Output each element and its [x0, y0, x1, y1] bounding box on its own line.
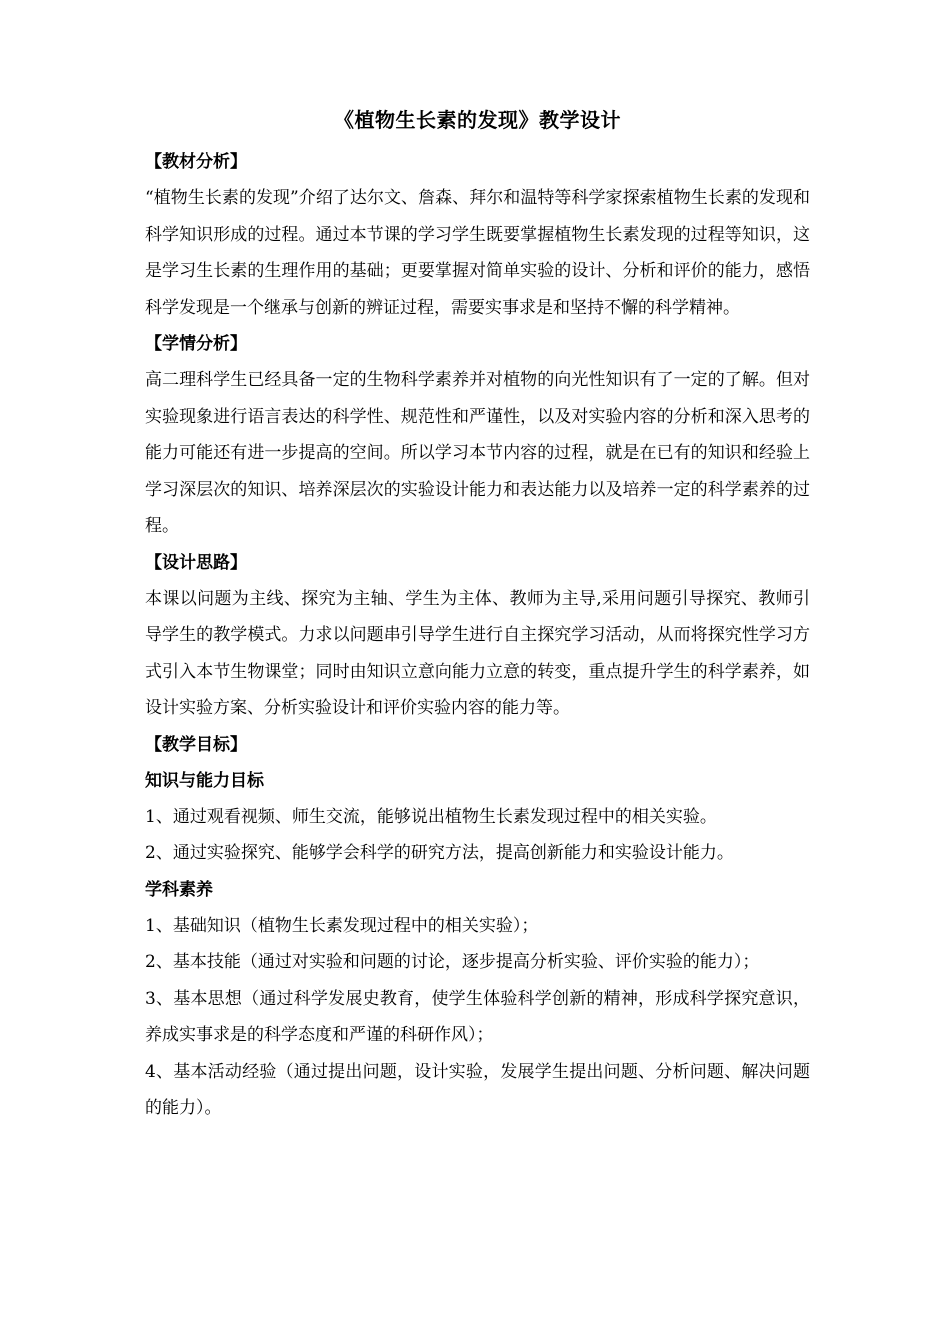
section-heading-goals: 【教学目标】 [145, 734, 247, 755]
section-heading-design: 【设计思路】 [145, 552, 247, 573]
subheading-knowledge: 知识与能力目标 [145, 770, 264, 791]
section-heading-students: 【学情分析】 [145, 334, 247, 354]
section-heading-materials: 【教材分析】 [145, 152, 247, 172]
list-item: 2、通过实验探究、能够学会科学的研究方法，提高创新能力和实验设计能力。 [145, 843, 734, 863]
document-title: 《植物生长素的发现》教学设计 [334, 108, 621, 132]
subheading-literacy: 学科素养 [145, 879, 213, 900]
list-item: 1、基础知识（植物生长素发现过程中的相关实验）； [145, 915, 539, 936]
paragraph-design: 本课以问题为主线、探究为主轴、学生为主体、教师为主导,采用问题引导探究、教师引导学生的教学模式。力求以问题串引导学生进行自主探究学习活动，从而将探究性学习方式引入本节生物课堂；同时由知识立意向能力立意的转变，重点提升学生的科学素养，如设计实验方案、分析实验设计和评价实验内容的能力等。 [145, 588, 810, 718]
list-item: 4、基本活动经验（通过提出问题，设计实验，发展学生提出问题、分析问题、解决问题的能力）。 [145, 1061, 810, 1118]
list-item: 2、基本技能（通过对实验和问题的讨论，逐步提高分析实验、评价实验的能力）； [145, 952, 760, 972]
paragraph-materials: “植物生长素的发现”介绍了达尔文、詹森、拜尔和温特等科学家探索植物生长素的发现和科学知识形成的过程。通过本节课的学习学生既要掌握植物生长素发现的过程等知识，这是学习生长素的生理作用的基础；更要掌握对简单实验的设计、分析和评价的能力，感悟科学发现是一个继承与创新的辨证过程，需要实事求是和坚持不懈的科学精神。 [145, 188, 810, 318]
paragraph-students: 高二理科学生已经具备一定的生物科学素养并对植物的向光性知识有了一定的了解。但对实验现象进行语言表达的科学性、规范性和严谨性，以及对实验内容的分析和深入思考的能力可能还有进一步提高的空间。所以学习本节内容的过程，就是在已有的知识和经验上学习深层次的知识、培养深层次的实验设计能力和表达能力以及培养一定的科学素养的过程。 [145, 370, 810, 536]
list-item: 3、基本思想（通过科学发展史教育，使学生体验科学创新的精神，形成科学探究意识，养成实事求是的科学态度和严谨的科研作风）； [145, 988, 810, 1045]
list-item: 1、通过观看视频、师生交流，能够说出植物生长素发现过程中的相关实验。 [145, 806, 717, 827]
document-page [145, 102, 810, 1127]
